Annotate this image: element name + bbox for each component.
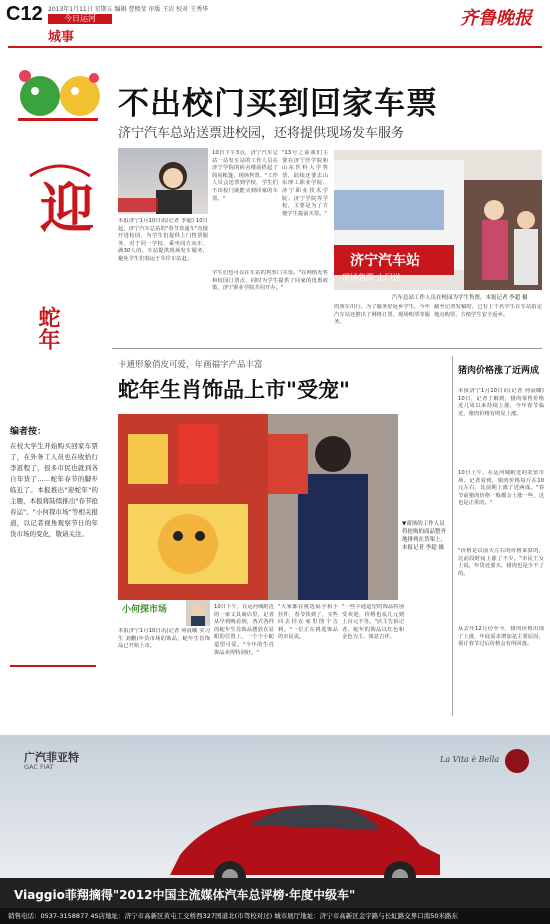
story1-headline: 不出校门买到回家车票 (118, 86, 438, 122)
story2-kicker: 卡通形象俏皮可爱，年画福字产品丰富 (118, 360, 263, 370)
header-rule (8, 46, 542, 48)
ad-script: La Vita è Bella (440, 755, 500, 764)
story2-photo (118, 414, 398, 600)
story2-photo-caption: ▼商场的工作人员将抢购的商品整齐地排列在货架上，本报记者 李超 摄 (402, 521, 447, 551)
story1-subhead: 济宁汽车总站送票进校园，还将提供现场发车服务 (118, 126, 405, 141)
sidebar-divider (452, 356, 453, 716)
sidebar-headline: 猪肉价格涨了近两成 (458, 366, 540, 376)
sidebar-column-2: 10日上午，在运河城附近的农贸市场，记者看到，猪肉价格每斤在10元左右，比前期上涨了近两成。"春节前猪肉价格一般都会上涨一些，这也是正常的。" (458, 470, 544, 507)
date-line: 2013年1月11日 星期五 编辑 曹熙莹 审版 王岩 校对 王秀华 (48, 6, 209, 13)
newspaper-logo: 齐鲁晚报 (460, 8, 532, 29)
ad-brand-en: GAC FIAT (24, 763, 54, 771)
sidebar-column-4: 从去年12月份至今，猪肉价格出现了上涨，年底需求增加是主要原因，预计春节过后价格会有所回落。 (458, 626, 544, 648)
story1-column-4: 学生们也可以在车站的售票口买票。"在网络发售和校园订票点，同时为学生提供了回家的优惠政策，济宁职业学院共同开办。" (212, 270, 328, 292)
editor-note-title: 编者按： (10, 427, 47, 437)
sidebar-column-3: "价格是以前天左右的价格来算的，比前段时间上涨了不少。"市民王女士说，年货还要买，猪肉也是少不了的。 (458, 548, 544, 577)
reporter-avatar (186, 600, 210, 626)
story2-column-1: 本报济宁1月10日讯(记者 何晨曦 实习生 刘鹏)年货市场的饰品，蛇年生肖饰品已开始上市。 (118, 628, 210, 650)
page-header (0, 0, 550, 45)
divider (112, 348, 542, 349)
bus-sign: 济宁汽车站 (350, 253, 420, 269)
banner-char-ying: 迎 (40, 176, 94, 240)
story1-photo-caption: 汽车总站工作人员在校园为学生售票。本报记者 李超 摄 (392, 295, 528, 301)
story1-column-3: "13号之前我们主要在济宁医学院和山东医科大学售票，陆续还要去山东理工职业学院、济宁职业技术学院、济宁学院等学校，主要是为了方便学生提前买票。" (282, 150, 328, 217)
reporter-portrait (118, 148, 208, 214)
story2-column-4: "一些卡通造型的饰品特别受欢迎，价格也从几元到上百元不等。"店主告诉记者，蛇年的饰品以红色和金色为主，寓意吉祥。 (342, 604, 404, 641)
editor-note-body: 在校大学生开始购买回家车票了，在外务工人员也在收拾行李返程了，很多市民也就到各自年货了……蛇年春节的脚步临近了。本报推出"迎蛇年"的主题，本报将陆续推出"春节抢春运"、"小何探市场"等相关报道，以记者视角观察节日的年货市场的变化，敬请关注。 (10, 442, 98, 538)
banner-snake-year: 蛇年 (35, 306, 60, 350)
ad-slogan: Viaggio菲翔摘得"2012中国主流媒体汽车总评榜·年度中级车" (14, 888, 356, 902)
section-tag: 今日运河 (48, 14, 112, 24)
bus-sign-sub: 现场售票 上门送 (342, 273, 401, 282)
ad-contact: 销售电话：0537-3158877 4S店地址：济宁市高新区黄屯工交桥西327国道北(市驾校对过) 城市展厅地址：济宁市高新区金宇路与长虹路交界口南50米路东 (8, 912, 458, 920)
story1-column-6: 截至记者发稿时，已有上千名学生在车站指定地点购票，方便学生安全返乡。 (434, 304, 542, 318)
story2-column-3: "大家都在挑选福字和小挂件，春节快到了，买些回去挂在家里图个吉利。"一位正在挑选饰品的市民说。 (278, 604, 338, 641)
ad-slogan-bar (0, 878, 550, 908)
ad-footer (0, 908, 550, 924)
left-banner (10, 56, 106, 421)
section-title: 城事 (48, 30, 75, 45)
story1-column-1: 本报济宁1月10日讯(记者 李超) 10日起，济宁汽车总站的"春节直通车"直接开进校园，为学生们提供上门售票服务，对于同一学校、乘坐同方向车，满30人的，车站提供现场发车服务，避免学生们春运于车往车站赶。 (118, 218, 208, 262)
story1-photo (334, 150, 542, 290)
story1-column-2: 10日下午3点，济宁汽车总站一站发车站的工作人员在济宁学院的宿舍楼前搭起了简易帐篷，现场售票。"工作人员会送票到学校，学生们不出校门就能买到回家的车票。" (212, 150, 278, 202)
story2-column-2: 10日下午，在运河城附近的一家文具商店里，记者从早到晚看到，各式各样的蛇年生肖饰品摆放在显眼的位置上，一个个小蛇造型可爱。"今年的生肖饰品卖得特别好。" (214, 604, 274, 656)
note-rule (10, 665, 96, 667)
story1-column-5: 的客车出行。为了服务好返乡学生，今年汽车站还推出了网络订票，现场购票等服务。 (334, 304, 430, 326)
page-number: C12 (6, 3, 43, 25)
market-badge: 小何探市场 (122, 605, 168, 615)
ad-brand: 广汽菲亚特 (24, 751, 79, 764)
story2-headline: 蛇年生肖饰品上市"受宠" (118, 378, 350, 402)
sidebar-column-1: 本报济宁1月10日讯(记者 何晨曦) 10日，记者了解到，猪肉零售价格近几周以来持续上涨，今年春节临近，猪肉价格有明显上涨。 (458, 388, 544, 417)
editor-note (10, 424, 98, 641)
